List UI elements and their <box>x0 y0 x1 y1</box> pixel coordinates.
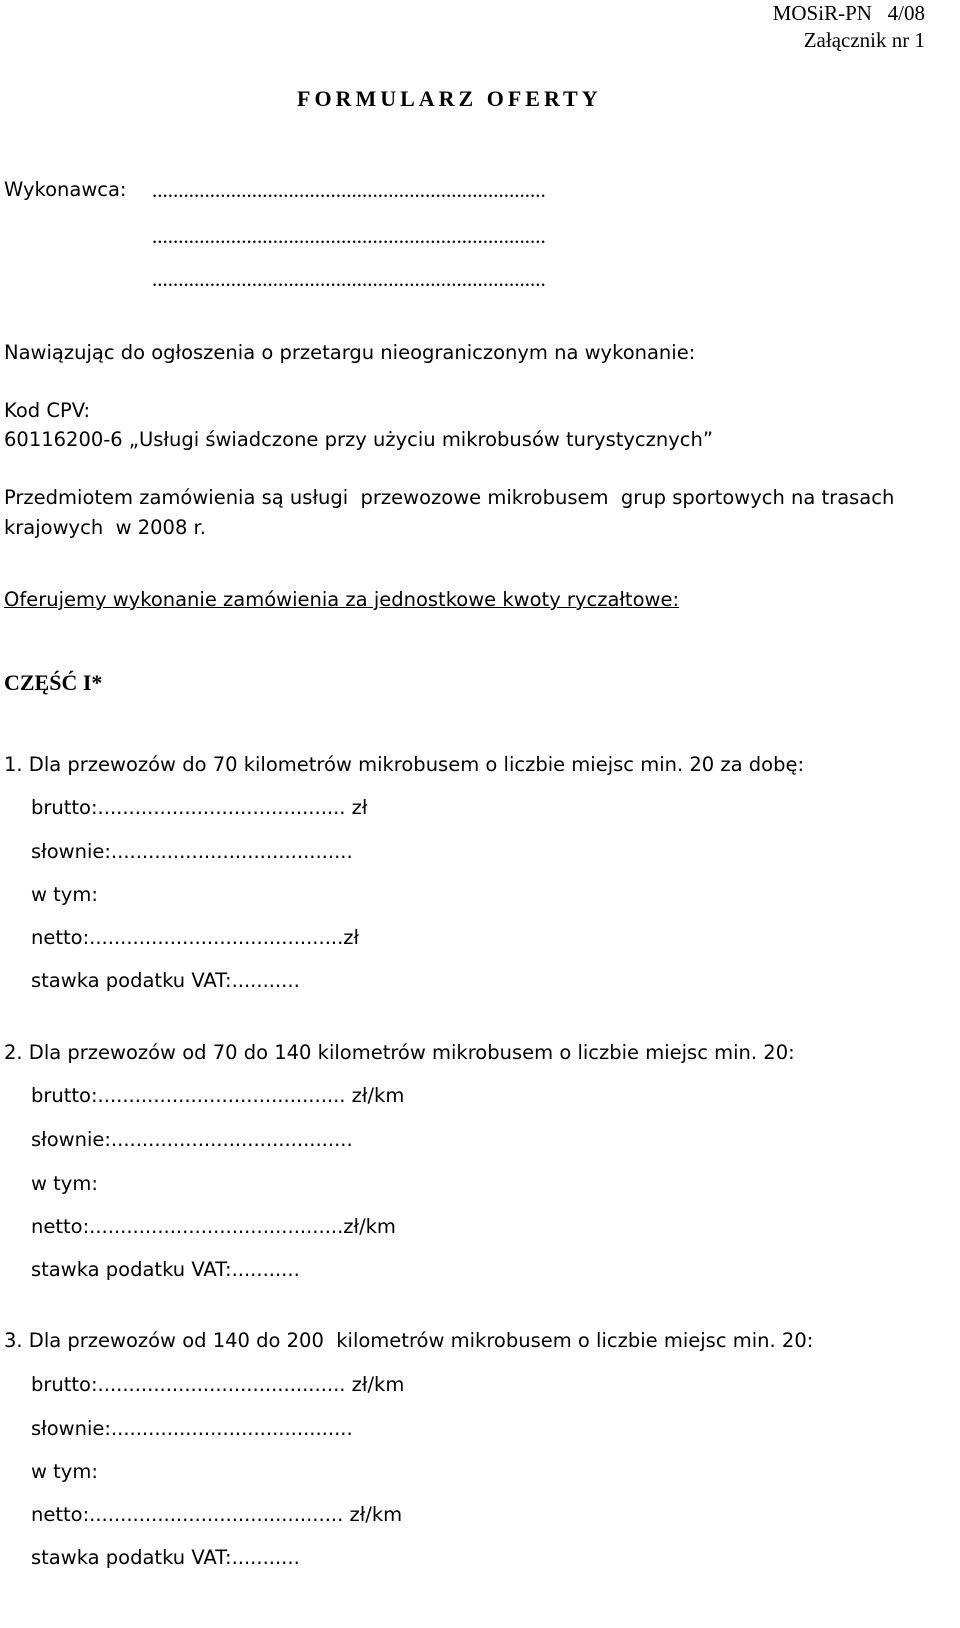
item-3-brutto-field[interactable]: brutto:........................................ zł/km <box>31 1373 405 1396</box>
item-2-wtym-label: w tym: <box>31 1172 98 1195</box>
part-heading: CZĘŚĆ I* <box>4 670 103 695</box>
document-reference: MOSiR-PN 4/08 <box>772 1 925 25</box>
item-1-heading: 1. Dla przewozów do 70 kilometrów mikrobusem o liczbie miejsc min. 20 za dobę: <box>4 753 805 776</box>
item-1-slownie-field[interactable]: słownie:....................................... <box>31 840 353 863</box>
item-1-netto-field[interactable]: netto:.........................................zł <box>31 926 360 949</box>
contractor-field-line-3[interactable]: ........................................................................... <box>152 267 546 291</box>
subject-text-line-1: Przedmiotem zamówienia są usługi przewozowe mikrobusem grup sportowych na trasach <box>4 486 895 509</box>
item-3-wtym-label: w tym: <box>31 1460 98 1483</box>
item-1-wtym-label: w tym: <box>31 883 98 906</box>
item-2-netto-field[interactable]: netto:.........................................zł/km <box>31 1215 396 1238</box>
item-2-heading: 2. Dla przewozów od 70 do 140 kilometrów mikrobusem o liczbie miejsc min. 20: <box>4 1041 795 1064</box>
item-3-netto-field[interactable]: netto:......................................... zł/km <box>31 1503 403 1526</box>
item-1-vat-field[interactable]: stawka podatku VAT:........... <box>31 969 300 992</box>
cpv-value: 60116200-6 „Usługi świadczone przy użyciu mikrobusów turystycznych” <box>4 428 713 451</box>
contractor-label: Wykonawca: <box>4 178 127 201</box>
item-1-brutto-field[interactable]: brutto:........................................ zł <box>31 796 368 819</box>
contractor-field-line-1[interactable]: ........................................................................... <box>152 178 546 202</box>
item-3-heading: 3. Dla przewozów od 140 do 200 kilometrów mikrobusem o liczbie miejsc min. 20: <box>4 1329 814 1352</box>
subject-text-line-2: krajowych w 2008 r. <box>4 516 206 539</box>
item-2-slownie-field[interactable]: słownie:....................................... <box>31 1128 353 1151</box>
contractor-field-line-2[interactable]: ........................................................................... <box>152 224 546 248</box>
item-3-vat-field[interactable]: stawka podatku VAT:........... <box>31 1546 300 1569</box>
item-2-vat-field[interactable]: stawka podatku VAT:........... <box>31 1258 300 1281</box>
intro-text: Nawiązując do ogłoszenia o przetargu nieograniczonym na wykonanie: <box>4 341 696 364</box>
form-title: FORMULARZ OFERTY <box>297 86 602 111</box>
item-3-slownie-field[interactable]: słownie:....................................... <box>31 1417 353 1440</box>
attachment-label: Załącznik nr 1 <box>803 28 925 52</box>
offer-heading: Oferujemy wykonanie zamówienia za jednostkowe kwoty ryczałtowe: <box>4 588 680 611</box>
item-2-brutto-field[interactable]: brutto:........................................ zł/km <box>31 1084 405 1107</box>
cpv-label: Kod CPV: <box>4 399 91 422</box>
